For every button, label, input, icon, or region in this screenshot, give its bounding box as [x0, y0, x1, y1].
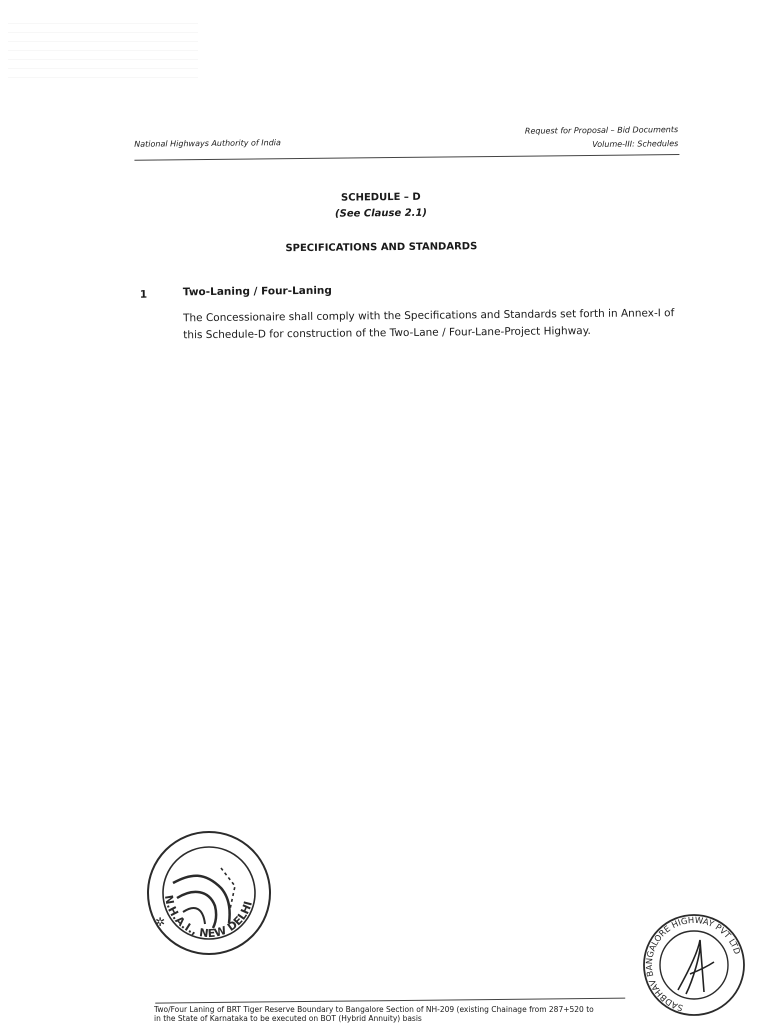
- schedule-heading: SPECIFICATIONS AND STANDARDS: [285, 241, 478, 255]
- header-org: National Highways Authority of India: [134, 138, 281, 149]
- header-doc-line1: Request for Proposal – Bid Documents: [524, 125, 679, 136]
- svg-text:✲: ✲: [155, 915, 166, 929]
- footer-project-text: [154, 1005, 674, 1023]
- right-seal-text: SADBHAV BANGALORE HIGHWAY PVT LTD: [644, 915, 742, 1013]
- footer-line2: in the State of Karnataka to be executed on BOT (Hybrid Annuity) basis: [154, 1014, 422, 1023]
- footer-rule: [155, 998, 625, 1004]
- header-doc-info: [525, 123, 679, 153]
- section-title: Two-Laning / Four-Laning: [182, 284, 332, 299]
- left-seal-text: N.H.A.I., NEW DELHI: [161, 894, 255, 941]
- company-seal-icon: [640, 912, 748, 1018]
- schedule-clause: (See Clause 2.1): [334, 207, 428, 220]
- nhai-seal-icon: [143, 828, 275, 958]
- section-number: 1: [139, 288, 148, 301]
- footer-line1: Two/Four Laning of BRT Tiger Reserve Boundary to Bangalore Section of NH-209 (existing Chainage from 287+520 to: [154, 1005, 594, 1014]
- header-doc-line2: Volume-III: Schedules: [592, 139, 679, 149]
- section-paragraph: The Concessionaire shall comply with the Specifications and Standards set forth in Annex-I of this Schedule-D for construction of the Two-Lane / Four-Lane-Project Highway.: [183, 307, 675, 342]
- header-rule: [134, 154, 679, 161]
- schedule-title: SCHEDULE – D: [340, 191, 421, 204]
- svg-text:N.H.A.I., NEW DELHI: [162, 894, 255, 940]
